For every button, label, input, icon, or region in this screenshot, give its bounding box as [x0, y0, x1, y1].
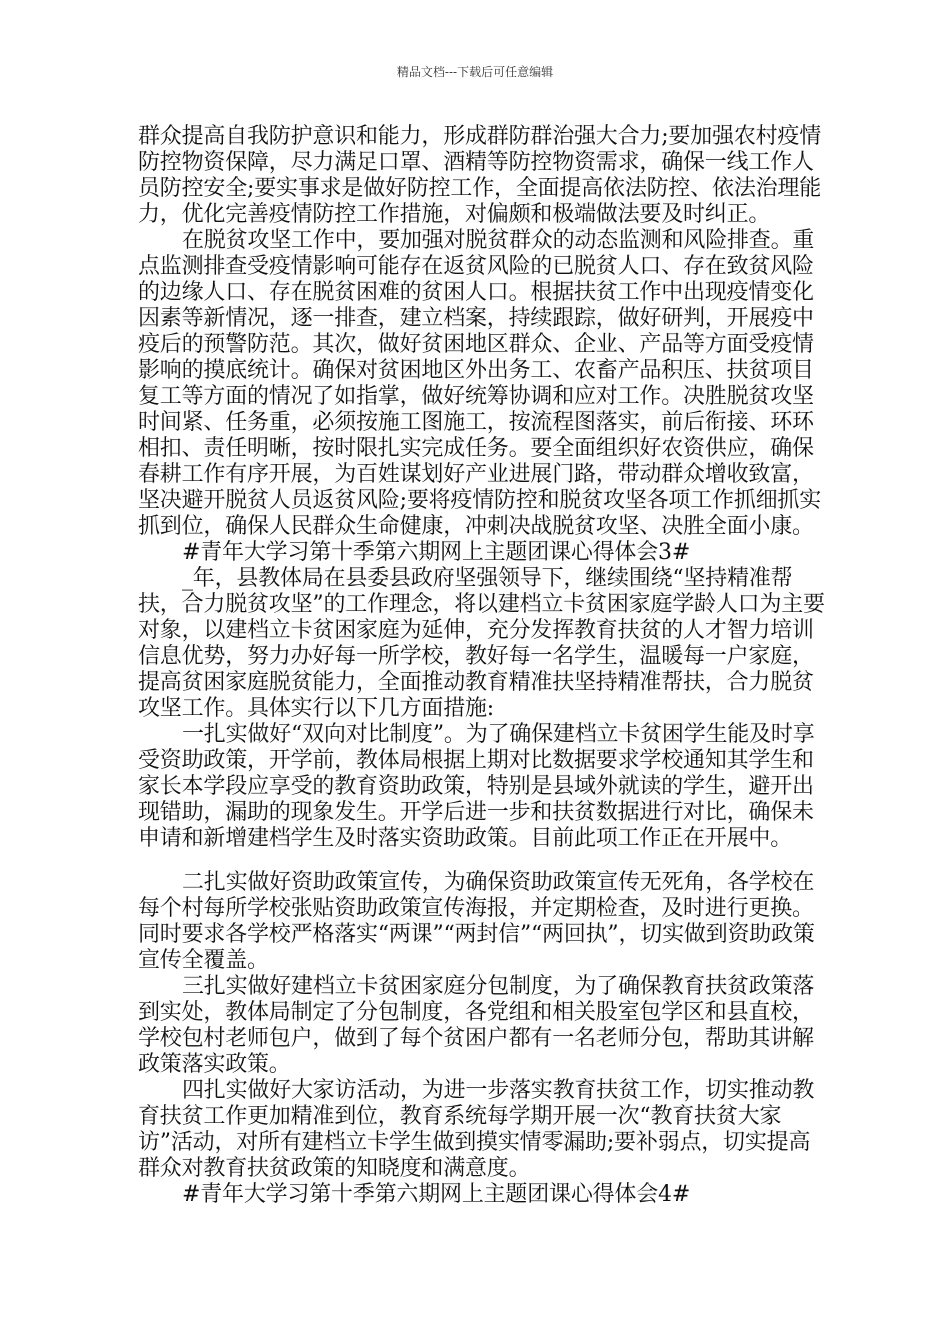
section-heading-4: #青年大学习第十季第六期网上主题团课心得体会4# — [182, 1182, 691, 1207]
paragraph-education-bureau: _年，县教体局在县委县政府坚强领导下，继续围绕“坚持精准帮扶，合力脱贫攻坚”的工作理念，将以建档立卡贫困家庭学龄人口为主要对象，以建档立卡贫困家庭为延伸，充分发挥教育扶贫的人才智力培训信息优势，努力办好每一所学校，教好每一名学生，温暖每一户家庭，提高贫困家庭脱贫能力，全面推动教育精准扶坚持精准帮扶，合力脱贫攻坚工作。具体实行以下几方面措施: — [138, 566, 825, 721]
page-header: 精品文档---下载后可任意编辑 — [396, 65, 554, 79]
paragraph-measure-2: 二扎实做好资助政策宣传，为确保资助政策宣传无死角，各学校在每个村每所学校张贴资助政策宣传海报，并定期检查，及时进行更换。同时要求各学校严格落实“两课”“两封信”“两回执”，切实做到资助政策宣传全覆盖。 — [138, 870, 815, 973]
paragraph-measure-4: 四扎实做好大家访活动，为进一步落实教育扶贫工作，切实推动教育扶贫工作更加精准到位，教育系统每学期开展一次“教育扶贫大家访”活动，对所有建档立卡学生做到摸实情零漏助;要补弱点，切实提高群众对教育扶贫政策的知晓度和满意度。 — [138, 1078, 815, 1181]
paragraph-poverty-work: 在脱贫攻坚工作中，要加强对脱贫群众的动态监测和风险排查。重点监测排查受疫情影响可能存在返贫风险的已脱贫人口、存在致贫风险的边缘人口、存在脱贫困难的贫困人口。根据扶贫工作中出现疫情变化因素等新情况，逐一排查，建立档案，持续跟踪，做好研判，开展疫中疫后的预警防范。其次，做好贫困地区群众、企业、产品等方面受疫情影响的摸底统计。确保对贫困地区外出务工、农畜产品积压、扶贫项目复工等方面的情况了如指掌，做好统筹协调和应对工作。决胜脱贫攻坚时间紧、任务重，必须按施工图施工，按流程图落实，前后衔接、环环相扣、责任明晰，按时限扎实完成任务。要全面组织好农资供应，确保春耕工作有序开展，为百姓谋划好产业进展门路，带动群众增收致富，坚决避开脱贫人员返贫风险;要将疫情防控和脱贫攻坚各项工作抓细抓实抓到位，确保人民群众生命健康，冲刺决战脱贫攻坚、决胜全面小康。 — [138, 228, 822, 539]
paragraph-measure-1: 一扎实做好“双向对比制度”。为了确保建档立卡贫困学生能及时享受资助政策，开学前，教体局根据上期对比数据要求学校通知其学生和家长本学段应享受的教育资助政策，特别是县域外就读的学生，避开出现错助，漏助的现象发生。开学后进一步和扶贫数据进行对比，确保未申请和新增建档学生及时落实资助政策。目前此项工作正在开展中。 — [138, 722, 815, 851]
section-heading-3: #青年大学习第十季第六期网上主题团课心得体会3# — [182, 540, 691, 565]
paragraph-continued: 群众提高自我防护意识和能力，形成群防群治强大合力;要加强农村疫情防控物资保障，尽力满足口罩、酒精等防控物资需求，确保一线工作人员防控安全;要实事求是做好防控工作，全面提高依法防控、依法治理能力，优化完善疫情防控工作措施，对偏颇和极端做法要及时纠正。 — [138, 124, 822, 227]
document-body — [138, 124, 828, 1208]
paragraph-measure-3: 三扎实做好建档立卡贫困家庭分包制度，为了确保教育扶贫政策落到实处，教体局制定了分包制度，各党组和相关股室包学区和县直校，学校包村老师包户，做到了每个贫困户都有一名老师分包，帮助其讲解政策落实政策。 — [138, 974, 815, 1077]
